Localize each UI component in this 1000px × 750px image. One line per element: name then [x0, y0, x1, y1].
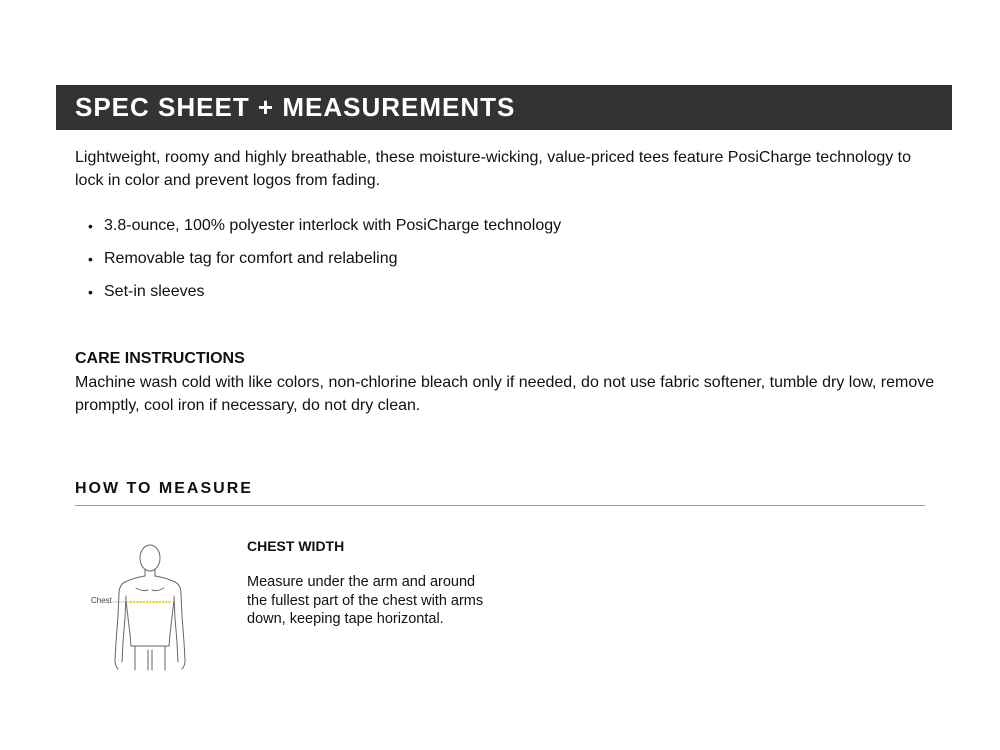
chest-width-instructions: Measure under the arm and around the fullest part of the chest with arms down, keeping tape horizontal.: [247, 574, 484, 627]
product-description: Lightweight, roomy and highly breathable, these moisture-wicking, value-priced tees feature PosiCharge technology to lock in color and prevent logos from fading.: [75, 149, 912, 189]
bullet-icon: •: [88, 218, 93, 234]
bullet-icon: •: [88, 284, 93, 300]
feature-item: [75, 214, 561, 247]
feature-item: [75, 280, 561, 313]
feature-text: Set-in sleeves: [104, 283, 205, 300]
chest-figure-label: Chest: [91, 596, 112, 605]
feature-text: 3.8-ounce, 100% polyester interlock with PosiCharge technology: [104, 217, 562, 234]
feature-list: [75, 214, 561, 313]
care-instructions-text: Machine wash cold with like colors, non-chlorine bleach only if needed, do not use fabric softener, tumble dry low, remove promptly, cool iron if necessary, do not dry clean.: [75, 374, 935, 414]
care-instructions-heading: CARE INSTRUCTIONS: [75, 350, 245, 367]
page-title: SPEC SHEET + MEASUREMENTS: [75, 92, 516, 122]
feature-item: [75, 247, 561, 280]
how-to-measure-heading: HOW TO MEASURE: [75, 480, 253, 497]
spec-sheet-header: [56, 85, 952, 130]
body-outline-illustration-icon: [88, 538, 188, 674]
chest-width-heading: CHEST WIDTH: [247, 538, 345, 554]
feature-text: Removable tag for comfort and relabeling: [104, 250, 398, 267]
section-divider: [75, 505, 925, 506]
bullet-icon: •: [88, 251, 93, 267]
